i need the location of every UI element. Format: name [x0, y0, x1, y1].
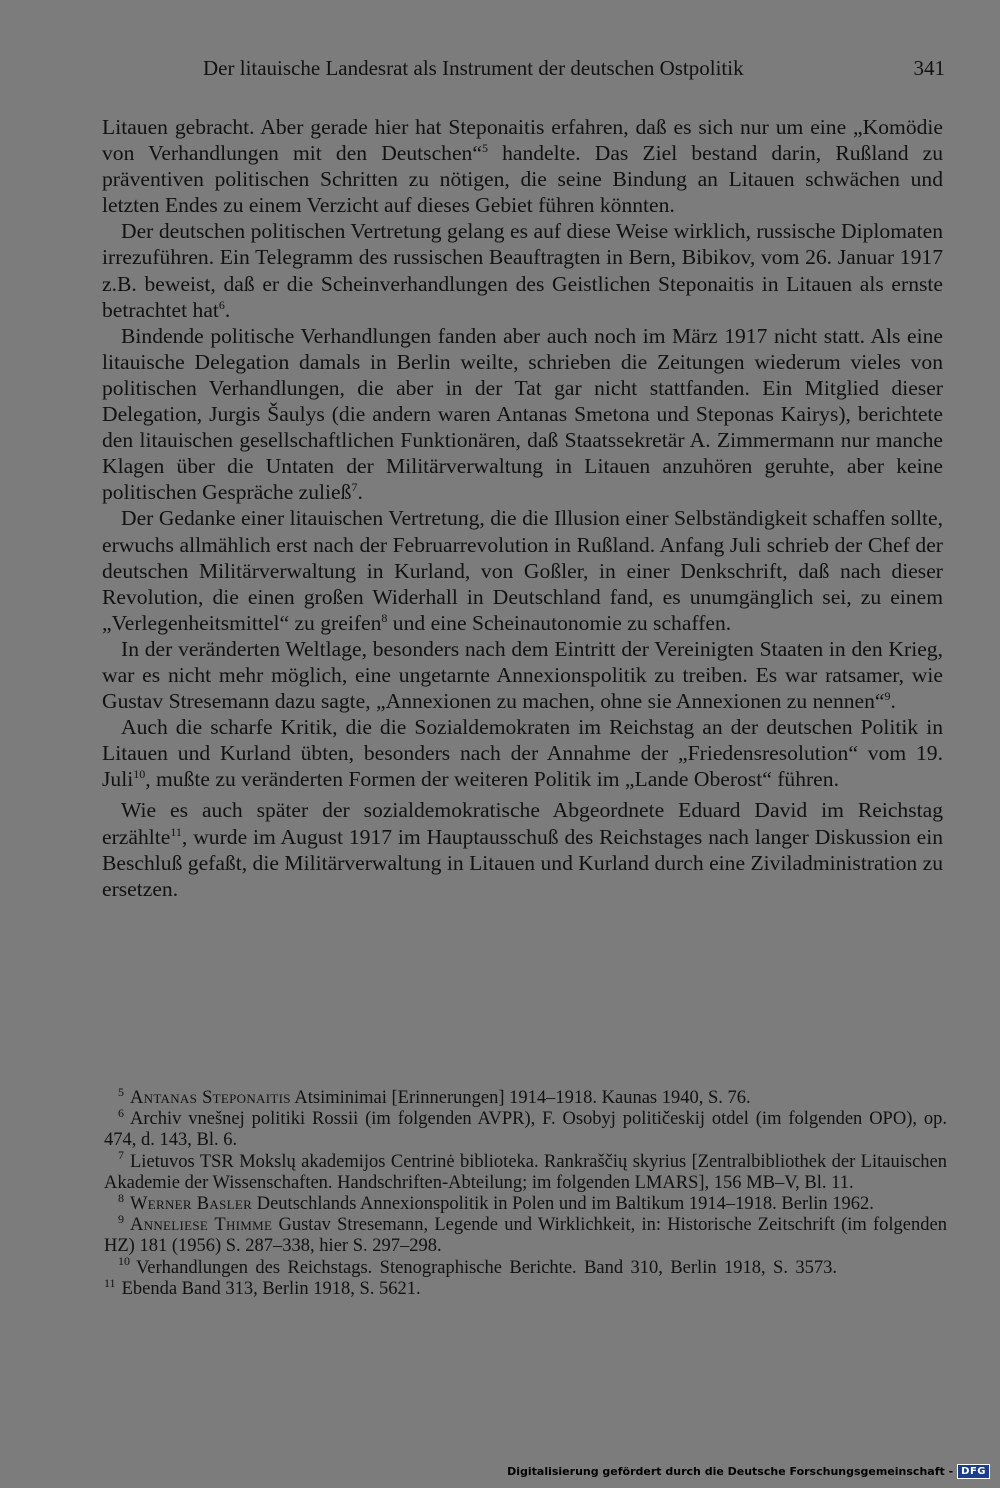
- funding-footer: [507, 1462, 990, 1480]
- footnote-text: Verhandlungen des Reichstags. Stenographische Berichte. Band 310, Berlin 1918, S. 3573.: [136, 1257, 837, 1278]
- paragraph: [102, 636, 943, 714]
- footnote-ref: 7: [351, 480, 358, 495]
- paragraph-text: Auch die scharfe Kritik, die die Sozialdemokraten im Reichstag an der deutschen Politik in Litauen und Kurland übten, besonders nach der Annahme der „Friedensresolution“ vom 19. Juli: [102, 715, 943, 792]
- footnote-author: Anneliese Thimme: [130, 1215, 273, 1236]
- footnote-text: Atsiminimai [Erinnerungen] 1914–1918. Kaunas 1940, S. 76.: [290, 1088, 751, 1108]
- footnote-author: Antanas Steponaitis: [130, 1088, 291, 1108]
- paragraph-text: In der veränderten Weltlage, besonders nach dem Eintritt der Vereinigten Staaten in den Krieg, war es nicht mehr möglich, eine ungetarnte Annexionspolitik zu treiben. Es war ratsamer, wie Gustav Stresemann dazu sagte, „Annexionen zu machen, ohne sie Annexionen zu nennen“: [102, 636, 943, 714]
- paragraph-text: .: [224, 297, 231, 322]
- footnote-ref: 10: [133, 767, 146, 782]
- footnote-ref: 6: [218, 297, 225, 312]
- paragraph-text: , mußte zu veränderten Formen der weiteren Politik im „Lande Oberost“ führen.: [145, 767, 839, 792]
- footnote-number: 5: [118, 1084, 124, 1099]
- paragraph: [102, 114, 943, 218]
- footnote-text: Gustav Stresemann, Legende und Wirklichkeit, in: Historische Zeitschrift (im folgenden HZ) 181 (1956) S. 287–338, hier S. 297–298.: [104, 1215, 947, 1257]
- footnote: [104, 1254, 947, 1300]
- footnote-number: 8: [118, 1190, 124, 1205]
- footnote: [104, 1148, 947, 1194]
- paragraph-text: .: [357, 480, 363, 505]
- paragraph: [102, 797, 943, 901]
- paragraph-text: .: [890, 689, 896, 714]
- footnote: [104, 1212, 947, 1257]
- paragraph-text: und eine Scheinautonomie zu schaffen.: [387, 610, 732, 635]
- footnote-text: Deutschlands Annexionspolitik in Polen und im Baltikum 1914–1918. Berlin 1962.: [252, 1194, 874, 1215]
- footnote: [104, 1190, 947, 1215]
- paragraph-text: handelte. Das Ziel bestand darin, Rußland zu präventiven politischen Schritten zu nötigen, die seine Bindung an Litauen schwächen und letzten Endes zu einem Verzicht auf dieses Gebiet führen könnten.: [102, 141, 943, 218]
- footnote-number: 9: [118, 1212, 124, 1227]
- paragraph-text: , wurde im August 1917 im Hauptausschuß des Reichstages nach langer Diskussion ein Beschluß gefaßt, die Militärverwaltung in Litauen und Kurland durch eine Ziviladministration zu ersetzen.: [102, 824, 943, 901]
- paragraph: [102, 323, 943, 506]
- footnote: [104, 1106, 947, 1151]
- footnote-text: Ebenda Band 313, Berlin 1918, S. 5621.: [121, 1278, 421, 1299]
- footnote-author: Werner Basler: [130, 1194, 253, 1215]
- footnote-ref: 11: [170, 824, 182, 839]
- body-text: [102, 114, 943, 902]
- footnote-ref: 8: [381, 610, 388, 625]
- paragraph-text: Wie es auch später der sozialdemokratische Abgeordnete Eduard David im Reichstag erzählte: [102, 798, 943, 849]
- paragraph: [102, 505, 943, 635]
- footnote-ref: 9: [884, 688, 891, 703]
- page-number: 341: [913, 56, 945, 80]
- dfg-logo: DFG: [957, 1464, 990, 1479]
- funding-text: Digitalisierung gefördert durch die Deutsche Forschungsgemeinschaft -: [507, 1464, 954, 1478]
- paragraph-text: Bindende politische Verhandlungen fanden aber auch noch im März 1917 nicht statt. Als eine litauische Delegation damals in Berlin weilte, schrieben die Zeitungen wiederum vieles von politischen Verhandlungen, die aber in der Tat gar nicht stattfanden. Ein Mitglied dieser Delegation, Jurgis Šaulys (die andern waren Antanas Smetona und Steponas Kairys), berichtete den litauischen gesellschaftlichen Funktionären, daß Staatssekretär A. Zimmermann nur manche Klagen über die Untaten der Militärverwaltung in Litauen anzuhören geruhte, aber keine politischen Gespräche zuließ: [102, 323, 943, 505]
- footnote-ref: 5: [481, 140, 488, 155]
- footnote-number: 11: [104, 1275, 116, 1290]
- footnote-number: 10: [118, 1254, 130, 1269]
- running-title: Der litauische Landesrat als Instrument der deutschen Ostpolitik: [203, 56, 744, 80]
- paragraph: [102, 218, 943, 322]
- footnote: [104, 1084, 947, 1109]
- footnotes: [104, 1084, 947, 1300]
- running-header: [105, 56, 945, 88]
- paragraph-text: Der deutschen politischen Vertretung gelang es auf diese Weise wirklich, russische Diplomaten irrezuführen. Ein Telegramm des russischen Beauftragten in Bern, Bibikov, vom 26. Januar 1917 z.B. beweist, daß er die Scheinverhandlungen des Geistlichen Steponaitis in Litauen als ernste betrachtet hat: [102, 219, 943, 322]
- paragraph-text: Litauen gebracht. Aber gerade hier hat Steponaitis erfahren, daß es sich nur um eine „Komödie von Verhandlungen mit den Deutschen“: [102, 115, 943, 166]
- paragraph: [102, 714, 943, 792]
- paragraph-text: Der Gedanke einer litauischen Vertretung, die die Illusion einer Selbständigkeit schaffen sollte, erwuchs allmählich erst nach der Februarrevolution in Rußland. Anfang Juli schrieb der Chef der deutschen Militärverwaltung in Kurland, von Goßler, in einer Denkschrift, daß nach dieser Revolution, die einen großen Widerhall in Deutschland fand, es unumgänglich sei, zu einem „Verlegenheitsmittel“ zu greifen: [102, 506, 943, 635]
- footnote-text: Lietuvos TSR Mokslų akademijos Centrinė biblioteka. Rankraščių skyrius [Zentralbibliothek der Litauischen Akademie der Wissenschaften. Handschriften-Abteilung; im folgenden LMARS], 156 MB–V, Bl. 11.: [104, 1151, 947, 1193]
- footnote-number: 7: [118, 1148, 124, 1163]
- footnote-text: Archiv vnešnej politiki Rossii (im folgenden AVPR), F. Osobyj političeskij otdel (im folgenden OPO), op. 474, d. 143, Bl. 6.: [104, 1109, 947, 1151]
- footnote-number: 6: [118, 1106, 124, 1121]
